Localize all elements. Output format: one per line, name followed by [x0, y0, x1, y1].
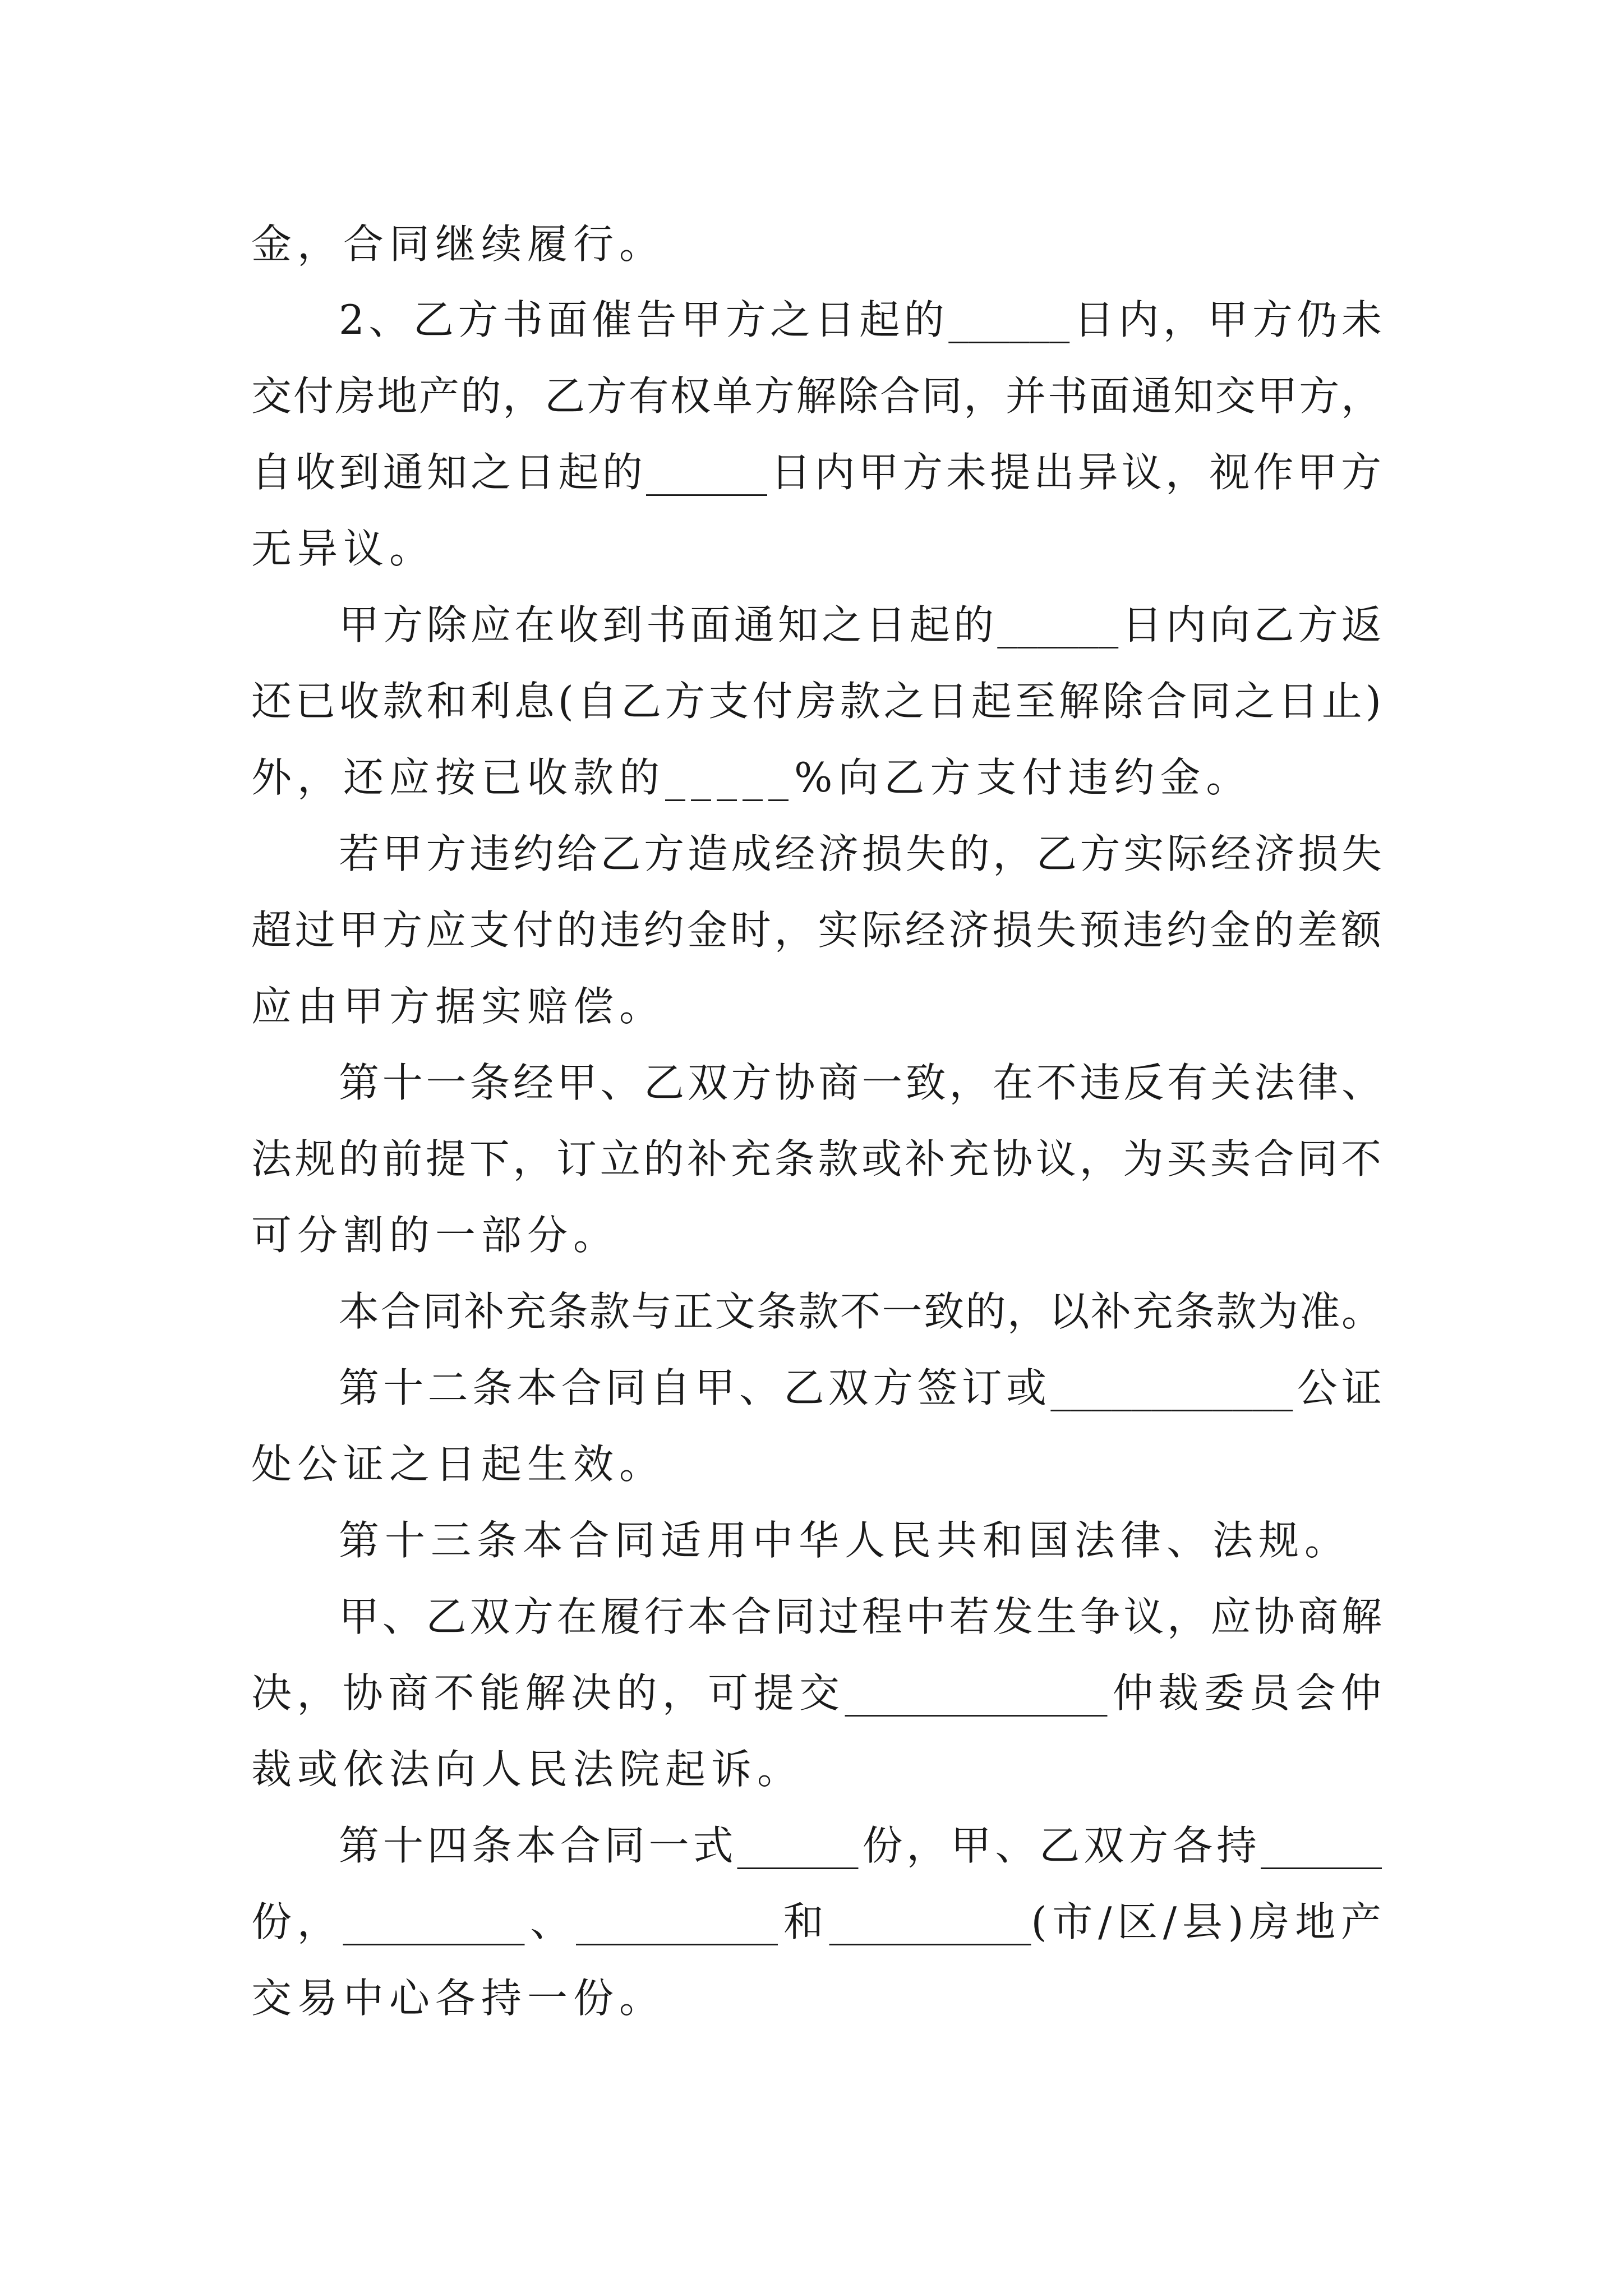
text-line-2: 2、乙方书面催告甲方之日起的______日内，甲方仍未: [339, 296, 1382, 343]
text-line-14: 可分割的一部分。: [251, 1212, 620, 1259]
text-line-18: 第十三条本合同适用中华人民共和国法律、法规。: [339, 1517, 1351, 1564]
text-line-22: 第十四条本合同一式______份，甲、乙双方各持______: [339, 1822, 1382, 1869]
text-line-8: 外，还应按已收款的_____%向乙方支付违约金。: [251, 754, 1252, 801]
text-line-4: 自收到通知之日起的______日内甲方未提出异议，视作甲方: [251, 449, 1381, 496]
text-line-9: 若甲方违约给乙方造成经济损失的，乙方实际经济损失: [339, 830, 1382, 877]
text-line-13: 法规的前提下，订立的补充条款或补充协议，为买卖合同不: [251, 1135, 1381, 1182]
text-line-21: 裁或依法向人民法院起诉。: [251, 1746, 804, 1793]
text-line-3: 交付房地产的，乙方有权单方解除合同，并书面通知交甲方，: [251, 372, 1381, 420]
text-line-19: 甲、乙双方在履行本合同过程中若发生争议，应协商解: [339, 1593, 1382, 1640]
text-line-6: 甲方除应在收到书面通知之日起的______日内向乙方返: [339, 601, 1382, 648]
text-line-7: 还已收款和利息(自乙方支付房款之日起至解除合同之日止): [251, 678, 1381, 725]
text-line-12: 第十一条经甲、乙双方协商一致，在不违反有关法律、: [339, 1059, 1382, 1106]
text-line-23: 份，_________、__________和__________(市/区/县)房地产: [251, 1898, 1381, 1945]
text-line-17: 处公证之日起生效。: [251, 1441, 666, 1488]
text-line-15: 本合同补充条款与正文条款不一致的，以补充条款为准。: [339, 1288, 1382, 1335]
text-line-20: 决，协商不能解决的，可提交_____________仲裁委员会仲: [251, 1669, 1381, 1717]
text-line-11: 应由甲方据实赔偿。: [251, 983, 666, 1030]
text-line-10: 超过甲方应支付的违约金时，实际经济损失预违约金的差额: [251, 907, 1381, 954]
text-line-1: 金，合同继续履行。: [251, 220, 666, 268]
text-line-16: 第十二条本合同自甲、乙双方签订或____________公证: [339, 1364, 1382, 1411]
text-line-24: 交易中心各持一份。: [251, 1975, 666, 2022]
text-line-5: 无异议。: [251, 525, 436, 572]
